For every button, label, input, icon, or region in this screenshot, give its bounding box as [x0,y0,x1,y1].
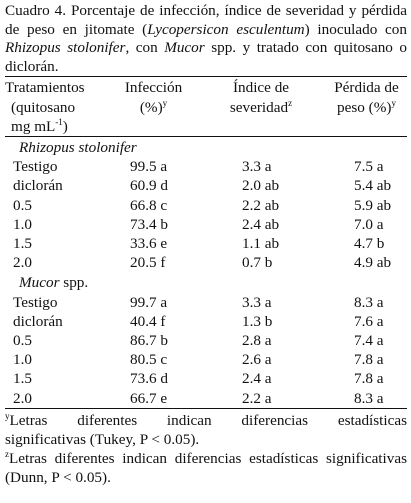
group-label [5,272,407,292]
footnotes [5,409,407,488]
cell-weight-loss: 4.9 ab [354,254,392,272]
table-row [5,196,407,215]
cell-severity: 2.8 a [242,332,272,350]
cell-infection: 73.4 b [130,215,168,233]
cell-severity: 2.4 a [242,370,272,388]
table-body [5,137,407,408]
cell-weight-loss: 7.6 a [354,312,384,330]
table-row [5,350,407,369]
cell-severity: 2.2 a [242,389,272,407]
table-row [5,389,407,408]
cell-severity: 3.3 a [242,293,272,311]
cell-treatment: 2.0 [13,389,32,407]
table-row [5,369,407,388]
cell-weight-loss: 7.8 a [354,351,384,369]
cell-weight-loss: 7.4 a [354,332,384,350]
caption-text-1: Cuadro 4. Porcentaje de infección, índice de severidad y pérdida de peso en jitomate ( [5,2,407,38]
cell-severity: 1.3 b [242,312,273,330]
document-page [0,2,411,503]
cell-infection: 99.7 a [130,293,168,311]
cell-infection: 80.5 c [130,351,168,369]
header-infection [103,77,198,136]
table-row [5,293,407,312]
table-header [5,77,407,137]
header-treatment [5,77,103,136]
cell-weight-loss: 5.4 ab [354,177,392,195]
table-row [5,312,407,331]
cell-treatment: 1.5 [13,235,32,252]
caption-mucor: Mucor [164,39,205,57]
header-severity-line2: severidad$^z$ [229,97,293,116]
cell-treatment: 1.0 [13,351,32,369]
footnote-ref-y: y [162,97,168,108]
footnote-ref-z: z [288,97,293,108]
footnote-ref-y: y [391,97,396,108]
cell-treatment: 1.5 [13,370,32,388]
footnote-z-cont: (Dunn, P < 0.05). [5,469,111,487]
cell-weight-loss: 4.7 b [354,235,385,252]
cell-treatment: 0.5 [13,332,32,350]
cell-infection: 66.7 e [130,389,168,407]
cell-treatment: diclorán [13,312,63,330]
cell-weight-loss: 8.3 a [354,389,384,407]
caption-text-4: spp. y tratado con quitosano o diclorán. [5,39,407,75]
header-weight-loss [306,77,407,136]
header-severity-line1: Índice de [232,79,290,97]
table-row [5,215,407,234]
header-infection-line1: Infección [124,79,183,97]
cell-severity: 1.1 ab [242,235,280,252]
table-row [5,253,407,272]
footnote-y-cont: significativas (Tukey, P < 0.05). [5,431,200,449]
header-severity [198,77,306,136]
cell-severity: 2.2 ab [242,196,280,214]
cell-weight-loss: 7.8 a [354,370,384,388]
cell-severity: 0.7 b [242,254,273,272]
group-name: Rhizopus stolonifer [19,138,137,156]
footnote-y: $^y$Letras diferentes indican diferencias estadísticas [5,410,407,429]
cell-severity: 2.4 ab [242,215,280,233]
footnote-z: $^z$Letras diferentes indican diferencias estadísticas significativas [5,449,407,468]
cell-infection: 73.6 d [130,370,168,388]
header-treatment-line2: (quitosano [11,98,76,116]
table-row [5,157,407,176]
cell-weight-loss: 7.0 a [354,215,384,233]
cell-treatment: Testigo [13,158,58,176]
cell-treatment: 0.5 [13,196,32,214]
cell-infection: 86.7 b [130,332,168,350]
header-treatment-line3: mg $mL^{-1}$) [11,116,68,135]
cell-weight-loss: 5.9 ab [354,196,392,214]
caption-text-3: , con [125,39,165,57]
header-infection-line2: (%)$^y$ [139,97,168,116]
cell-weight-loss: 7.5 a [354,158,384,176]
cell-infection: 99.5 a [130,158,168,176]
group-header-row [5,272,407,292]
cell-infection: 33.6 e [130,235,168,252]
caption-fungus: Rhizopus stolonifer [5,39,126,57]
group-header-row [5,137,407,157]
group-name: Mucor [19,274,60,292]
header-treatment-line1: Tratamientos [5,79,85,97]
cell-treatment: diclorán [13,177,63,195]
cell-treatment: 2.0 [13,254,32,272]
table-caption [5,2,407,76]
cell-infection: 60.9 d [130,177,168,195]
results-table [5,77,407,407]
group-name-suffix: spp. [59,274,89,292]
cell-severity: 2.6 a [242,351,272,369]
cell-treatment: Testigo [13,293,58,311]
table-row [5,176,407,195]
caption-species: Lycopersicon esculentum [147,20,305,38]
cell-infection: 20.5 f [130,254,166,272]
cell-severity: 3.3 a [242,158,272,176]
cell-treatment: 1.0 [13,215,32,233]
header-loss-line1: Pérdida de [334,79,399,97]
cell-infection: 66.8 c [130,196,168,214]
table-row [5,331,407,350]
header-loss-line2: peso (%)$^y$ [337,97,396,116]
cell-weight-loss: 8.3 a [354,293,384,311]
cell-severity: 2.0 ab [242,177,280,195]
group-label [5,137,407,157]
table-row [5,234,407,253]
cell-infection: 40.4 f [130,312,166,330]
caption-text-2: ) inoculado con [304,20,407,38]
